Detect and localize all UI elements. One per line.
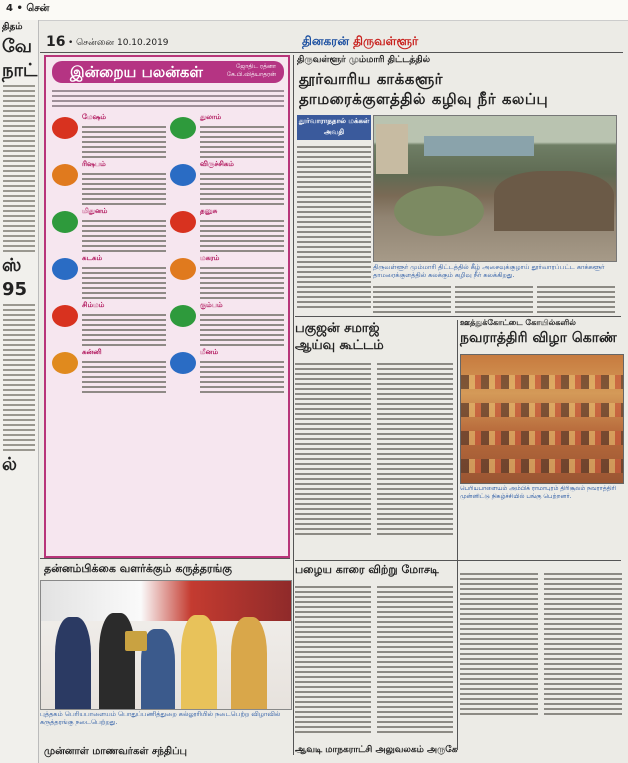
article-headline: நவராத்திரி விழா கொண் bbox=[460, 330, 617, 346]
left-snippet: நாட் bbox=[2, 60, 38, 81]
section-rule bbox=[40, 558, 290, 559]
pisces-icon bbox=[170, 352, 196, 374]
photo-caption: பெரியபாளையம் அம்பிக் ராமாபுரம் திரிசூலம் நவராத்திரி முன்னிட்டு நிகழ்ச்சியில் பங்கு பெற்றனர். bbox=[460, 485, 617, 500]
aquarius-icon bbox=[170, 305, 196, 327]
left-snippet: திதம் bbox=[2, 22, 23, 32]
sign-entry bbox=[170, 113, 284, 159]
article-headline bbox=[295, 320, 455, 354]
sign-name: மகரம் bbox=[200, 254, 220, 262]
sign-entry bbox=[170, 254, 284, 300]
headline-line: தூர்வாரிய காக்களூர் bbox=[299, 70, 443, 88]
page-header bbox=[40, 32, 623, 52]
horoscope-intro bbox=[52, 87, 284, 109]
article-body bbox=[544, 570, 622, 718]
sign-entry bbox=[170, 301, 284, 347]
article-headline bbox=[299, 69, 548, 109]
previous-page-strip bbox=[0, 20, 39, 763]
photo-caption: புத்தகம் பெரியபாளையம் பொதுப்பணித்துறை கல்லூரியில் நடைபெற்ற விழாவில் கருத்தரங்கு நடைபெற்றது. bbox=[40, 710, 281, 726]
sign-entry bbox=[52, 160, 166, 206]
sign-name: மேஷம் bbox=[82, 113, 107, 121]
article-body bbox=[455, 283, 533, 316]
left-snippet: ல் bbox=[2, 454, 17, 475]
article-navaratri-continued bbox=[460, 570, 622, 750]
cancer-icon bbox=[52, 258, 78, 280]
article-headline: ஆவடி மாநகராட்சி அலுவலகம் அருகே bbox=[295, 745, 458, 755]
brand-main: தினகரன் bbox=[302, 34, 349, 48]
sign-entry bbox=[52, 207, 166, 253]
taurus-icon bbox=[52, 164, 78, 186]
sagittarius-icon bbox=[170, 211, 196, 233]
column-rule bbox=[457, 320, 458, 750]
libra-icon bbox=[170, 117, 196, 139]
article-body bbox=[373, 283, 451, 316]
scorpio-icon bbox=[170, 164, 196, 186]
leo-icon bbox=[52, 305, 78, 327]
article-body bbox=[460, 570, 538, 718]
sign-name: கடகம் bbox=[82, 254, 103, 262]
sign-entry bbox=[52, 348, 166, 394]
festival-photo bbox=[460, 354, 624, 484]
header-rule bbox=[40, 52, 623, 53]
sign-name: சிம்மம் bbox=[82, 301, 105, 309]
left-text-block bbox=[3, 85, 35, 252]
article-body bbox=[297, 143, 371, 311]
sign-entry bbox=[52, 113, 166, 159]
seminar-photo bbox=[40, 580, 292, 710]
sign-name: மிதுனம் bbox=[82, 207, 108, 215]
sign-name: ரிஷபம் bbox=[82, 160, 106, 168]
sign-entry bbox=[170, 348, 284, 394]
left-snippet: வே bbox=[2, 36, 33, 57]
sign-name: கும்பம் bbox=[200, 301, 223, 309]
brand-sub: திருவள்ளூர் bbox=[353, 34, 419, 48]
aries-icon bbox=[52, 117, 78, 139]
lake-photo bbox=[373, 115, 617, 262]
horoscope-column-right bbox=[170, 113, 284, 395]
left-text-block bbox=[3, 304, 35, 451]
section-rule bbox=[295, 316, 621, 317]
top-bar bbox=[0, 0, 628, 21]
dateline: • சென்னை 10.10.2019 bbox=[68, 38, 169, 48]
horoscope-subtitle: ஜோதிட ரத்னா கே.பி.வித்யாதரன் bbox=[226, 63, 276, 78]
left-snippet: ஸ் bbox=[2, 255, 22, 276]
article-car-fraud bbox=[295, 563, 455, 748]
headline-line: பகுஜன் சமாஜ் bbox=[295, 321, 380, 336]
article-headline: முன்னாள் மாணவர்கள் சந்திப்பு bbox=[44, 746, 187, 757]
sign-entry bbox=[52, 301, 166, 347]
article-body bbox=[295, 583, 371, 736]
article-headline: தன்னம்பிக்கை வளர்க்கும் கருத்தரங்கு bbox=[44, 562, 232, 575]
virgo-icon bbox=[52, 352, 78, 374]
article-byline: தூர்வாராததால் மக்கள் அவதி bbox=[297, 115, 371, 140]
horoscope-header bbox=[52, 61, 284, 83]
photo-caption: திருவள்ளூர் மும்மாரி திட்டத்தில் கீழ் அசைவுக்குழாய் தூர்வாரப்பட்ட காக்களூர் தாமரைக்குளத்தில் கலக்கும் கழிவு நீர் கலக்கிறது. bbox=[373, 263, 605, 279]
article-kicker: ஊத்துக்கோட்டை கோயில்களில் bbox=[460, 318, 576, 327]
article-bsp-meeting bbox=[295, 320, 455, 568]
horoscope-box bbox=[44, 55, 290, 558]
sign-name: துலாம் bbox=[200, 113, 222, 121]
headline-line: தாமரைக்குளத்தில் கழிவு நீர் கலப்பு bbox=[299, 90, 549, 108]
newspaper-brand bbox=[302, 34, 418, 50]
article-headline: பழைய காரை விற்று மோசடி bbox=[295, 563, 439, 576]
sign-entry bbox=[170, 207, 284, 253]
headline-line: ஆய்வு கூட்டம் bbox=[295, 338, 384, 353]
article-kicker: திருவள்ளூர் மும்மாரி திட்டத்தில் bbox=[297, 55, 431, 65]
article-navaratri bbox=[460, 318, 622, 568]
column-rule bbox=[293, 55, 294, 755]
sign-name: மீனம் bbox=[200, 348, 219, 356]
article-seminar bbox=[40, 560, 290, 763]
left-snippet: 95 bbox=[2, 279, 28, 300]
sign-name: கன்னி bbox=[82, 348, 102, 356]
horoscope-column-left bbox=[52, 113, 166, 395]
section-rule bbox=[295, 560, 621, 561]
sign-name: தனுசு bbox=[200, 207, 218, 215]
capricorn-icon bbox=[170, 258, 196, 280]
page-number: 16 bbox=[46, 34, 66, 50]
article-body bbox=[537, 283, 615, 316]
article-body bbox=[377, 583, 453, 736]
article-body bbox=[295, 360, 371, 538]
article-body bbox=[377, 360, 453, 538]
sign-entry bbox=[170, 160, 284, 206]
horoscope-title: இன்றைய பலன்கள் bbox=[70, 63, 203, 81]
sign-name: விருச்சிகம் bbox=[200, 160, 234, 168]
article-lake-pollution bbox=[295, 55, 621, 315]
gemini-icon bbox=[52, 211, 78, 233]
sign-entry bbox=[52, 254, 166, 300]
top-bar-text: 4 • சென் bbox=[6, 3, 50, 14]
